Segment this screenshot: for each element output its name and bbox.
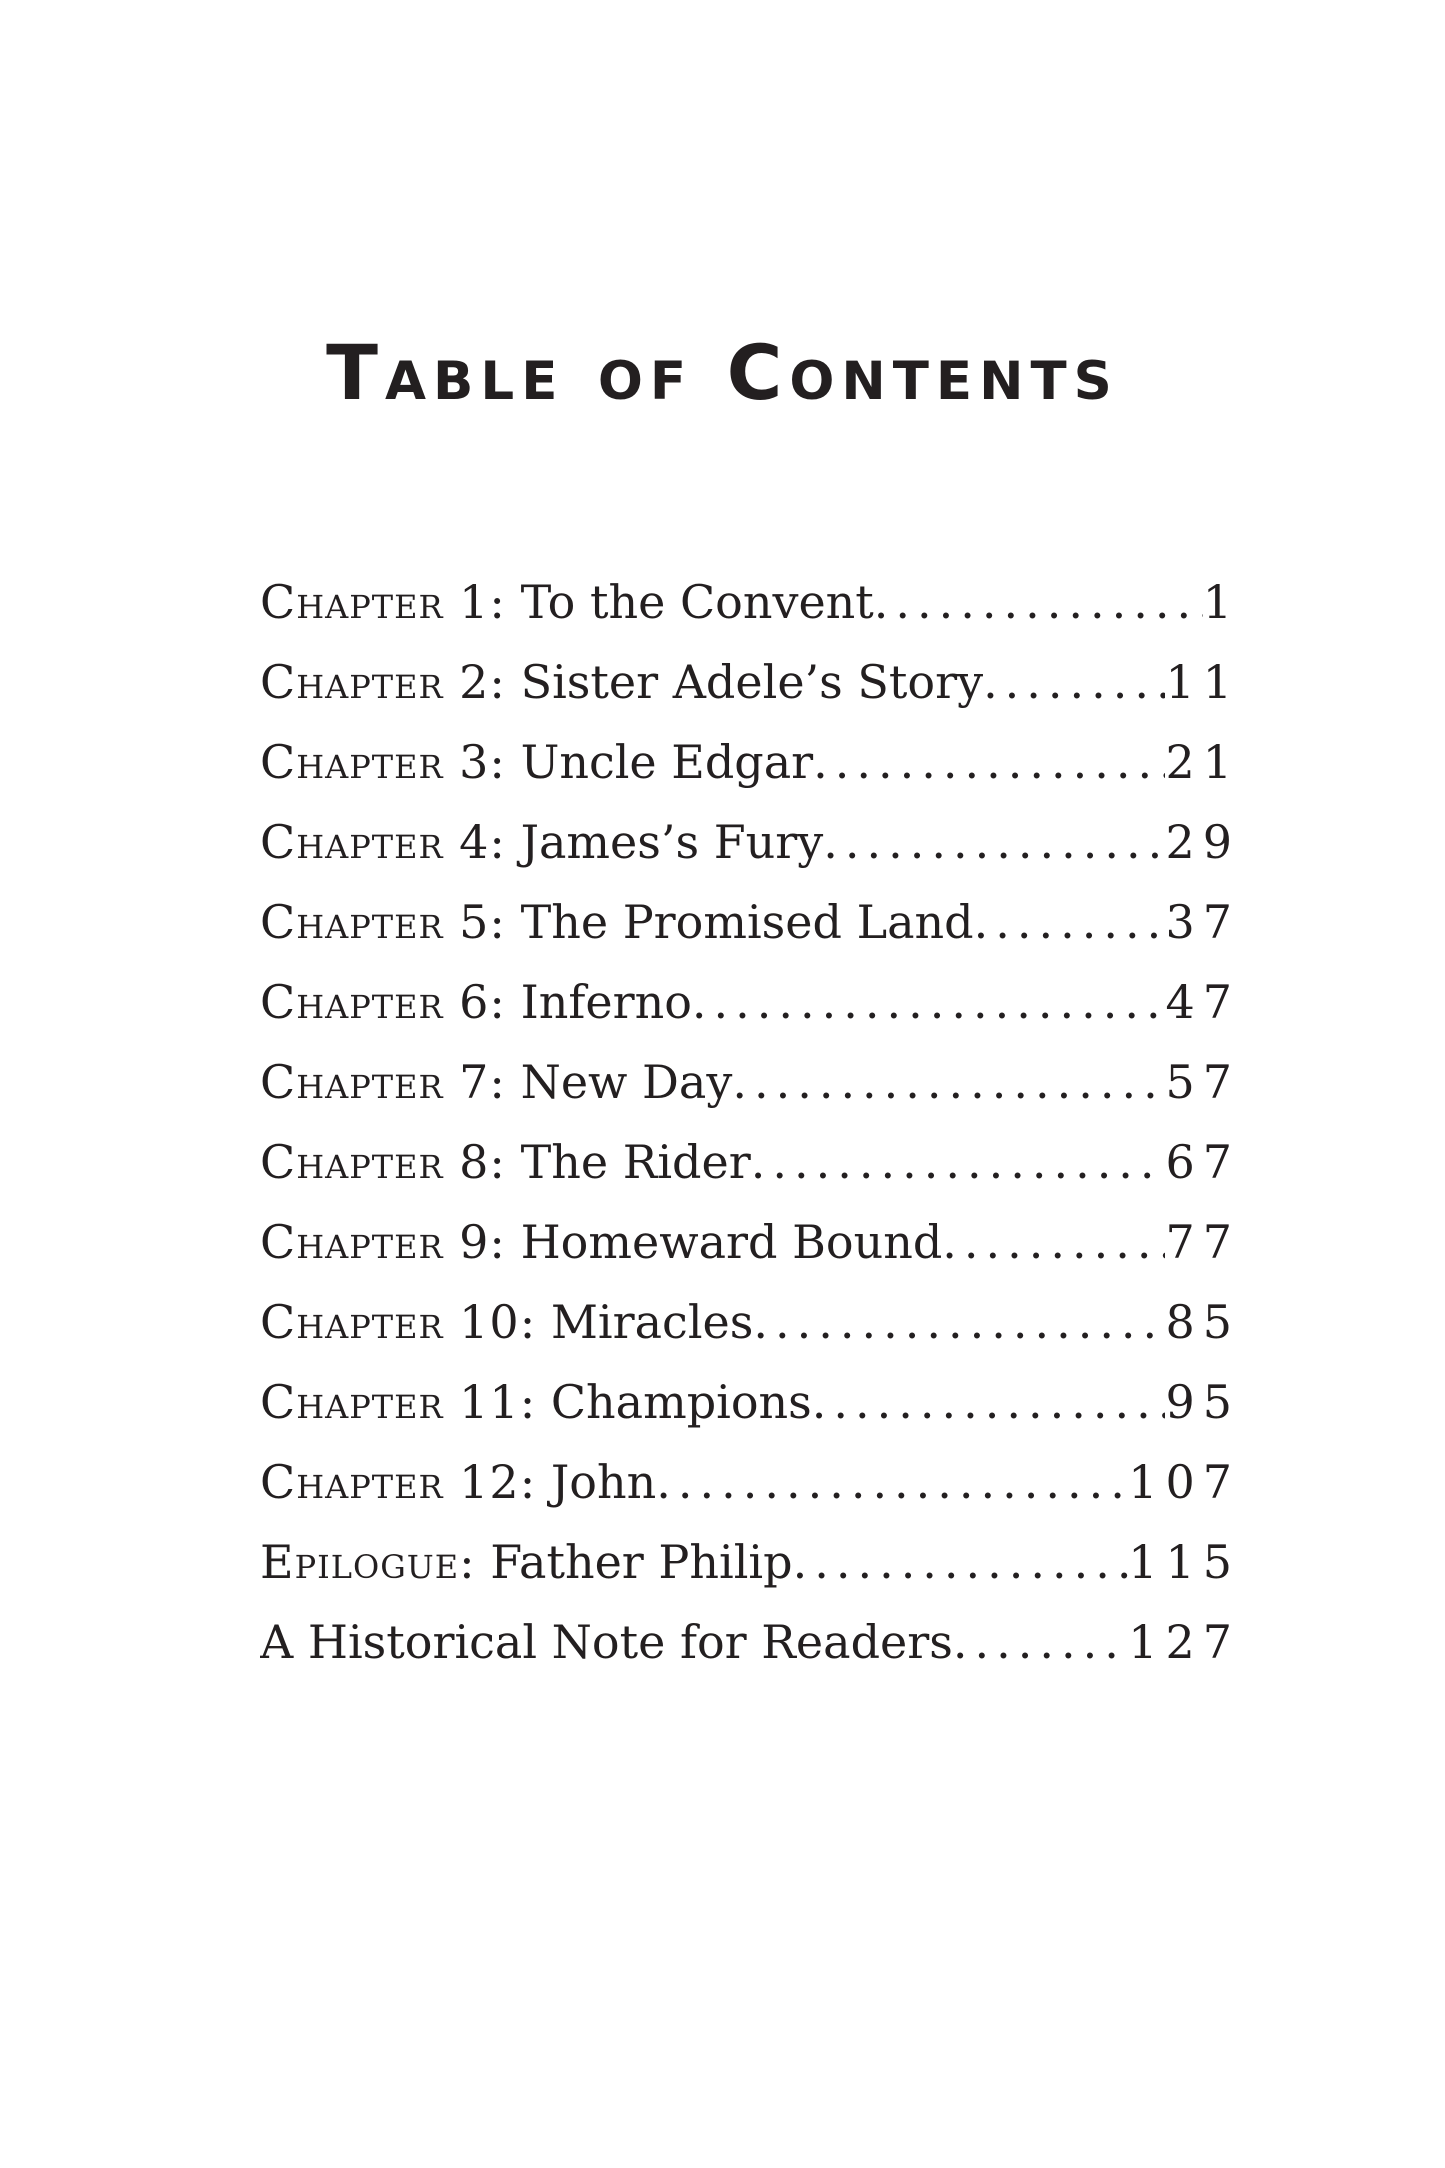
- page-number: 95: [1165, 1375, 1240, 1429]
- dot-leader: [656, 1442, 1128, 1522]
- page-number: 77: [1165, 1215, 1240, 1269]
- entry-label: Chapter 3:: [260, 735, 506, 789]
- entry-title: To the Convent: [520, 575, 874, 629]
- entry-label: Chapter 9:: [260, 1215, 506, 1269]
- page-number: 127: [1128, 1615, 1240, 1669]
- entry-title: Father Philip: [490, 1535, 793, 1589]
- dot-leader: [953, 1602, 1128, 1682]
- dot-leader: [823, 802, 1165, 882]
- entry-title: Champions: [550, 1375, 812, 1429]
- entry-title: New Day: [520, 1055, 733, 1109]
- entry-label: Epilogue:: [260, 1535, 476, 1589]
- toc-entry: [260, 1522, 1240, 1602]
- page-number: 47: [1165, 975, 1240, 1029]
- entry-title: The Promised Land: [520, 895, 974, 949]
- dot-leader: [874, 562, 1203, 642]
- entry-label: Chapter 6:: [260, 975, 506, 1029]
- page-number: 67: [1165, 1135, 1240, 1189]
- toc-entry: [260, 1442, 1240, 1522]
- dot-leader: [692, 962, 1166, 1042]
- entry-label: Chapter 5:: [260, 895, 506, 949]
- toc-entry: [260, 562, 1240, 642]
- toc-entry: [260, 1282, 1240, 1362]
- toc-entry: [260, 1122, 1240, 1202]
- entry-label: Chapter 4:: [260, 815, 506, 869]
- page-number: 1: [1202, 575, 1240, 629]
- page-title: Table of Contents: [326, 328, 1119, 417]
- entry-label: Chapter 7:: [260, 1055, 506, 1109]
- page-number: 29: [1165, 815, 1240, 869]
- dot-leader: [793, 1522, 1129, 1602]
- toc-entry: [260, 1042, 1240, 1122]
- dot-leader: [732, 1042, 1165, 1122]
- entry-title: Homeward Bound: [520, 1215, 943, 1269]
- toc-entry: [260, 1362, 1240, 1442]
- toc-entry: [260, 722, 1240, 802]
- toc-entry: [260, 1202, 1240, 1282]
- dot-leader: [942, 1202, 1165, 1282]
- page-number: 21: [1165, 735, 1240, 789]
- toc-entry: [260, 642, 1240, 722]
- dot-leader: [983, 642, 1165, 722]
- entry-title: Sister Adele’s Story: [520, 655, 984, 709]
- page-number: 11: [1165, 655, 1240, 709]
- entry-label: Chapter 11:: [260, 1375, 537, 1429]
- entry-title: A Historical Note for Readers: [260, 1615, 953, 1669]
- dot-leader: [974, 882, 1166, 962]
- page-number: 37: [1165, 895, 1240, 949]
- page-number: 107: [1128, 1455, 1240, 1509]
- dot-leader: [813, 722, 1165, 802]
- dot-leader: [751, 1122, 1166, 1202]
- entry-label: Chapter 10:: [260, 1295, 537, 1349]
- entry-title: Miracles: [550, 1295, 754, 1349]
- entry-label: Chapter 12:: [260, 1455, 537, 1509]
- page-number: 85: [1165, 1295, 1240, 1349]
- entry-title: John: [550, 1455, 657, 1509]
- toc-entry: [260, 962, 1240, 1042]
- entry-title: Inferno: [520, 975, 692, 1029]
- entry-label: Chapter 1:: [260, 575, 506, 629]
- entry-title: The Rider: [520, 1135, 751, 1189]
- entry-title: Uncle Edgar: [520, 735, 814, 789]
- dot-leader: [812, 1362, 1166, 1442]
- entry-label: Chapter 8:: [260, 1135, 506, 1189]
- toc-entry: [260, 882, 1240, 962]
- page-number: 115: [1128, 1535, 1240, 1589]
- dot-leader: [753, 1282, 1165, 1362]
- toc-entry: [260, 802, 1240, 882]
- toc-list: [260, 562, 1240, 1682]
- entry-label: Chapter 2:: [260, 655, 506, 709]
- entry-title: James’s Fury: [520, 815, 824, 869]
- toc-entry: [260, 1602, 1240, 1682]
- page-number: 57: [1165, 1055, 1240, 1109]
